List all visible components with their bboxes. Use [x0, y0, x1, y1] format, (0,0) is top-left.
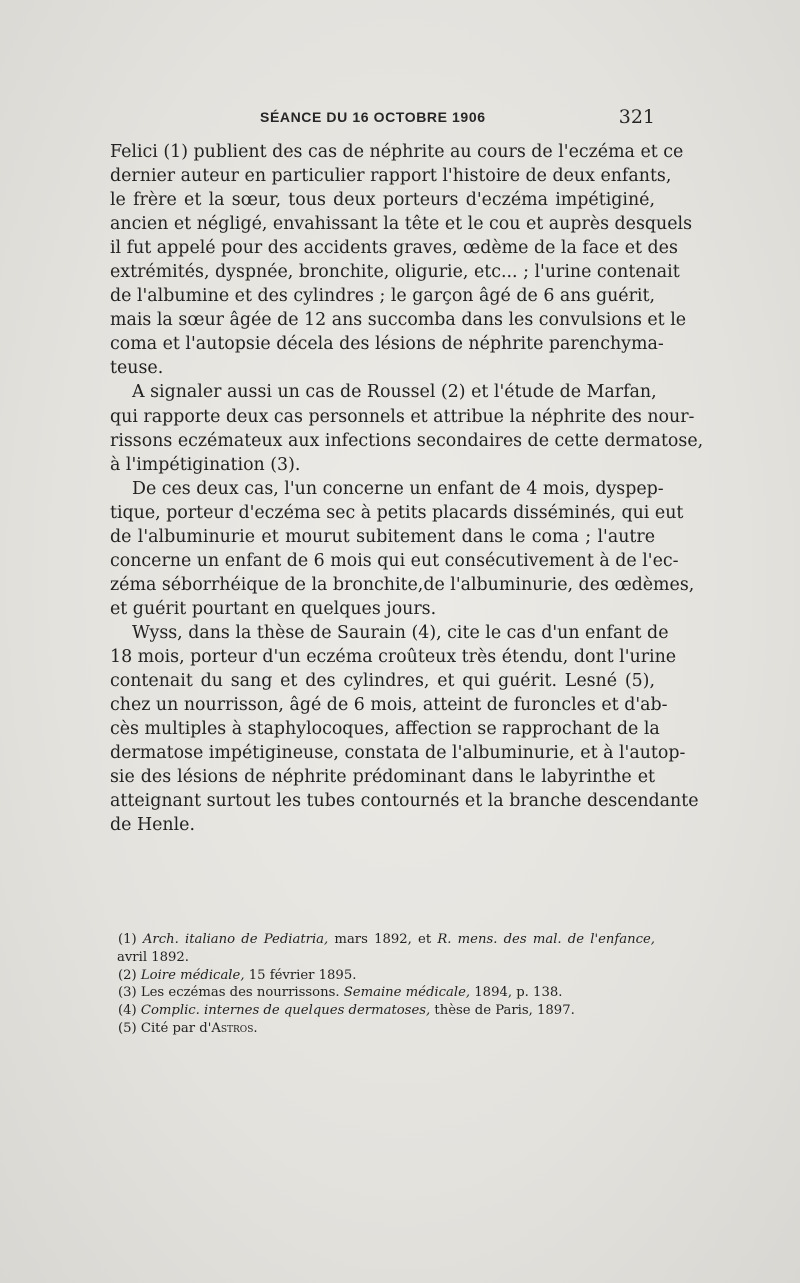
- text-line: contenait du sang et des cylindres, et qui guérit. Lesné (5),: [110, 671, 655, 692]
- page-header: [110, 106, 655, 130]
- text-line: concerne un enfant de 6 mois qui eut consécutivement à de l'ec-: [110, 550, 679, 571]
- running-head: SÉANCE DU 16 OCTOBRE 1906: [260, 109, 486, 125]
- footnote-3: (3) Les eczémas des nourrissons. Semaine médicale, 1894, p. 138.: [118, 985, 563, 1001]
- text-line: dernier auteur en particulier rapport l'histoire de deux enfants,: [110, 166, 672, 187]
- text-line: atteignant surtout les tubes contournés et la branche descendante: [110, 791, 699, 812]
- text-line: teuse.: [110, 358, 164, 379]
- text-line: il fut appelé pour des accidents graves, œdème de la face et des: [110, 238, 678, 259]
- text-line: et guérit pourtant en quelques jours.: [110, 598, 437, 619]
- text-line: A signaler aussi un cas de Roussel (2) et l'étude de Marfan,: [132, 382, 657, 403]
- footnote-2: (2) Loire médicale, 15 février 1895.: [118, 967, 357, 983]
- text-line: ancien et négligé, envahissant la tête et le cou et auprès desquels: [110, 214, 693, 235]
- footnote-4: (4) Complic. internes de quelques dermatoses, thèse de Paris, 1897.: [118, 1003, 575, 1019]
- text-line: sie des lésions de néphrite prédominant dans le labyrinthe et: [110, 767, 655, 788]
- text-line: de Henle.: [110, 815, 195, 836]
- text-line: cès multiples à staphylocoques, affection se rapprochant de la: [110, 719, 660, 740]
- body-text: [110, 140, 704, 837]
- text-line: chez un nourrisson, âgé de 6 mois, atteint de furoncles et d'ab-: [110, 695, 668, 716]
- footnote-5: (5) Cité par d'Astros.: [118, 1020, 258, 1036]
- text-line: Wyss, dans la thèse de Saurain (4), cite le cas d'un enfant de: [132, 622, 669, 643]
- text-line: zéma séborrhéique de la bronchite,de l'albuminurie, des œdèmes,: [110, 574, 695, 595]
- footnote-1: (1) Arch. italiano de Pediatria, mars 1892, et R. mens. des mal. de l'enfance,: [118, 932, 656, 947]
- page-number: 321: [618, 106, 655, 128]
- text-line: qui rapporte deux cas personnels et attribue la néphrite des nour-: [110, 406, 695, 427]
- text-line: de l'albuminurie et mourut subitement dans le coma ; l'autre: [110, 526, 655, 547]
- footnote-1-continuation: avril 1892.: [117, 949, 189, 965]
- text-line: extrémités, dyspnée, bronchite, oligurie, etc... ; l'urine contenait: [110, 262, 680, 283]
- text-line: De ces deux cas, l'un concerne un enfant de 4 mois, dyspep-: [132, 478, 664, 499]
- text-line: le frère et la sœur, tous deux porteurs d'eczéma impétiginé,: [110, 190, 655, 211]
- text-line: mais la sœur âgée de 12 ans succomba dans les convulsions et le: [110, 310, 687, 331]
- text-line: tique, porteur d'eczéma sec à petits placards disséminés, qui eut: [110, 502, 684, 523]
- footnotes: [118, 931, 655, 1038]
- text-line: Felici (1) publient des cas de néphrite au cours de l'eczéma et ce: [110, 142, 684, 162]
- text-line: 18 mois, porteur d'un eczéma croûteux très étendu, dont l'urine: [110, 646, 677, 667]
- text-line: dermatose impétigineuse, constata de l'albuminurie, et à l'autop-: [110, 743, 686, 764]
- text-line: coma et l'autopsie décela des lésions de néphrite parenchyma-: [110, 334, 664, 355]
- text-line: à l'impétigination (3).: [110, 454, 301, 475]
- text-line: rissons eczémateux aux infections secondaires de cette dermatose,: [110, 430, 704, 451]
- text-line: de l'albumine et des cylindres ; le garçon âgé de 6 ans guérit,: [110, 286, 655, 307]
